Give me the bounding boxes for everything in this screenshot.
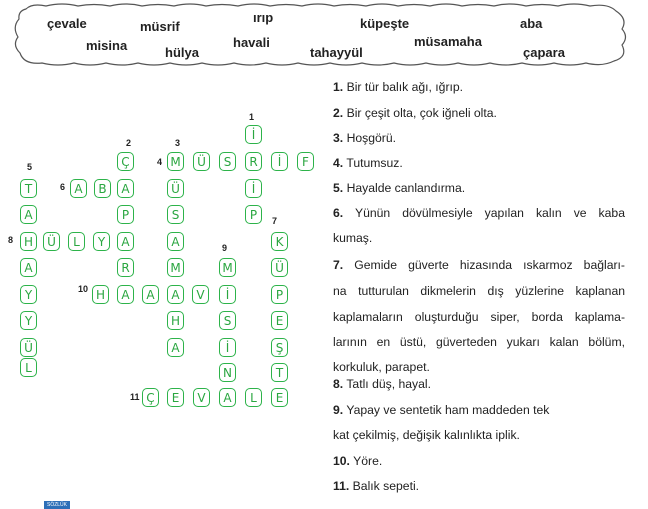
word-musrif: müsrif (140, 19, 180, 34)
clue-line (333, 206, 625, 220)
clue-number: 10. (333, 454, 350, 468)
grid-cell[interactable]: S (219, 152, 236, 171)
grid-cell[interactable]: B (94, 179, 111, 198)
clue-item (333, 131, 629, 145)
grid-cell[interactable]: A (117, 179, 134, 198)
grid-number: 7 (272, 216, 278, 226)
grid-cell[interactable]: L (68, 232, 85, 251)
grid-cell[interactable]: K (271, 232, 288, 251)
grid-cell[interactable]: A (167, 338, 184, 357)
clue-item (333, 156, 629, 170)
grid-cell[interactable]: A (117, 285, 134, 304)
grid-cell[interactable]: A (117, 232, 134, 251)
grid-cell[interactable]: Ü (193, 152, 210, 171)
clue-number: 8. (333, 377, 344, 391)
word-kupeste: küpeşte (360, 16, 410, 31)
clue-text: Bir tür balık ağı, ığrıp. (346, 80, 464, 94)
grid-cell[interactable]: F (297, 152, 314, 171)
clue-number: 4. (333, 156, 344, 170)
clue-line: kat çekilmiş, değişik kalınlıkta iplik. (333, 428, 520, 442)
grid-cell[interactable]: A (167, 232, 184, 251)
clue-text: Yünün dövülmesiyle yapılan kalın ve kaba (354, 206, 625, 220)
clue-text: Hoşgörü. (346, 131, 397, 145)
footer-badge: SÖZLÜK (44, 501, 70, 509)
clue-text: Balık sepeti. (352, 479, 420, 493)
grid-number: 11 (130, 392, 140, 402)
clue-line: kaplamaların oluşturduğu siper, borda kaplama- (333, 310, 625, 324)
clue-number: 7. (333, 258, 344, 272)
grid-number: 9 (222, 243, 228, 253)
clue-number: 9. (333, 403, 344, 417)
grid-number: 5 (27, 162, 33, 172)
clue-item (333, 454, 629, 468)
word-musamaha: müsamaha (414, 34, 482, 49)
word-aba: aba (520, 16, 543, 31)
grid-cell[interactable]: A (70, 179, 87, 198)
grid-cell[interactable]: R (117, 258, 134, 277)
clue-line: na tutturulan dikmelerin dış yüzlerine kaplanan (333, 284, 625, 298)
clue-item (333, 479, 629, 493)
clue-text: Yöre. (353, 454, 383, 468)
grid-cell[interactable]: Y (20, 311, 37, 330)
grid-cell[interactable]: P (117, 205, 134, 224)
clue-number: 3. (333, 131, 344, 145)
grid-cell[interactable]: M (219, 258, 236, 277)
clue-number: 11. (333, 479, 350, 493)
grid-cell[interactable]: İ (219, 285, 236, 304)
grid-cell[interactable]: L (245, 388, 262, 407)
grid-cell[interactable]: A (167, 285, 184, 304)
grid-number: 4 (157, 157, 163, 167)
word-havali: havali (233, 35, 270, 50)
grid-cell[interactable]: H (92, 285, 109, 304)
word-cevale: çevale (47, 16, 87, 31)
clue-number: 1. (333, 80, 344, 94)
grid-cell[interactable]: R (245, 152, 262, 171)
grid-cell[interactable]: M (167, 152, 184, 171)
grid-cell[interactable]: Ü (167, 179, 184, 198)
clue-number: 5. (333, 181, 344, 195)
clue-number: 2. (333, 106, 344, 120)
clue-text: Tutumsuz. (346, 156, 403, 170)
grid-cell[interactable]: V (193, 388, 210, 407)
grid-cell[interactable]: Ç (117, 152, 134, 171)
clue-item (333, 80, 629, 94)
grid-number: 3 (175, 138, 181, 148)
grid-cell[interactable]: A (142, 285, 159, 304)
grid-cell[interactable]: Ü (20, 338, 37, 357)
grid-number: 2 (126, 138, 132, 148)
grid-cell[interactable]: Ç (142, 388, 159, 407)
word-misina: misina (86, 38, 128, 53)
grid-cell[interactable]: İ (219, 338, 236, 357)
grid-number: 6 (60, 182, 66, 192)
grid-cell[interactable]: İ (271, 152, 288, 171)
grid-cell[interactable]: H (20, 232, 37, 251)
grid-cell[interactable]: Y (20, 285, 37, 304)
grid-cell[interactable]: P (271, 285, 288, 304)
clue-line (333, 258, 625, 272)
clue-text: Hayalde canlandırma. (346, 181, 466, 195)
grid-cell[interactable]: Ü (271, 258, 288, 277)
word-irip: ırıp (253, 10, 274, 25)
grid-cell[interactable]: S (167, 205, 184, 224)
grid-cell[interactable]: L (20, 358, 37, 377)
word-hulya: hülya (165, 45, 199, 60)
grid-cell[interactable]: A (20, 258, 37, 277)
clue-item (333, 181, 629, 195)
grid-cell[interactable]: N (219, 363, 236, 382)
clue-text: Yapay ve sentetik ham maddeden tek (346, 403, 550, 417)
clue-line: larının en üstü, güverteden yukarı kalan bölüm, (333, 335, 625, 349)
grid-cell[interactable]: V (192, 285, 209, 304)
word-capara: çapara (523, 45, 565, 60)
grid-cell[interactable]: İ (245, 179, 262, 198)
word-tahayyul: tahayyül (310, 45, 363, 60)
clue-item (333, 106, 629, 120)
grid-cell[interactable]: P (245, 205, 262, 224)
grid-cell[interactable]: Ü (43, 232, 60, 251)
clue-line: kumaş. (333, 231, 373, 245)
clue-line: korkuluk, parapet. (333, 360, 430, 374)
grid-cell[interactable]: Ş (271, 338, 288, 357)
grid-cell[interactable]: Y (93, 232, 110, 251)
grid-cell[interactable]: A (20, 205, 37, 224)
clue-text: Tatlı düş, hayal. (346, 377, 432, 391)
clue-item (333, 377, 629, 391)
grid-cell[interactable]: A (219, 388, 236, 407)
grid-cell[interactable]: E (271, 311, 288, 330)
clue-text: Gemide güverte hizasında ıskarmoz bağları- (354, 258, 625, 272)
grid-number: 1 (249, 112, 255, 122)
grid-cell[interactable]: T (271, 363, 288, 382)
grid-number: 8 (8, 235, 14, 245)
grid-cell[interactable]: İ (245, 125, 262, 144)
grid-cell[interactable]: T (20, 179, 37, 198)
grid-cell[interactable]: E (271, 388, 288, 407)
grid-number: 10 (78, 284, 89, 294)
grid-cell[interactable]: E (167, 388, 184, 407)
clue-text: Bir çeşit olta, çok iğneli olta. (346, 106, 497, 120)
grid-cell[interactable]: H (167, 311, 184, 330)
clue-line (333, 403, 549, 417)
clue-number: 6. (333, 206, 344, 220)
grid-cell[interactable]: M (167, 258, 184, 277)
grid-cell[interactable]: S (219, 311, 236, 330)
